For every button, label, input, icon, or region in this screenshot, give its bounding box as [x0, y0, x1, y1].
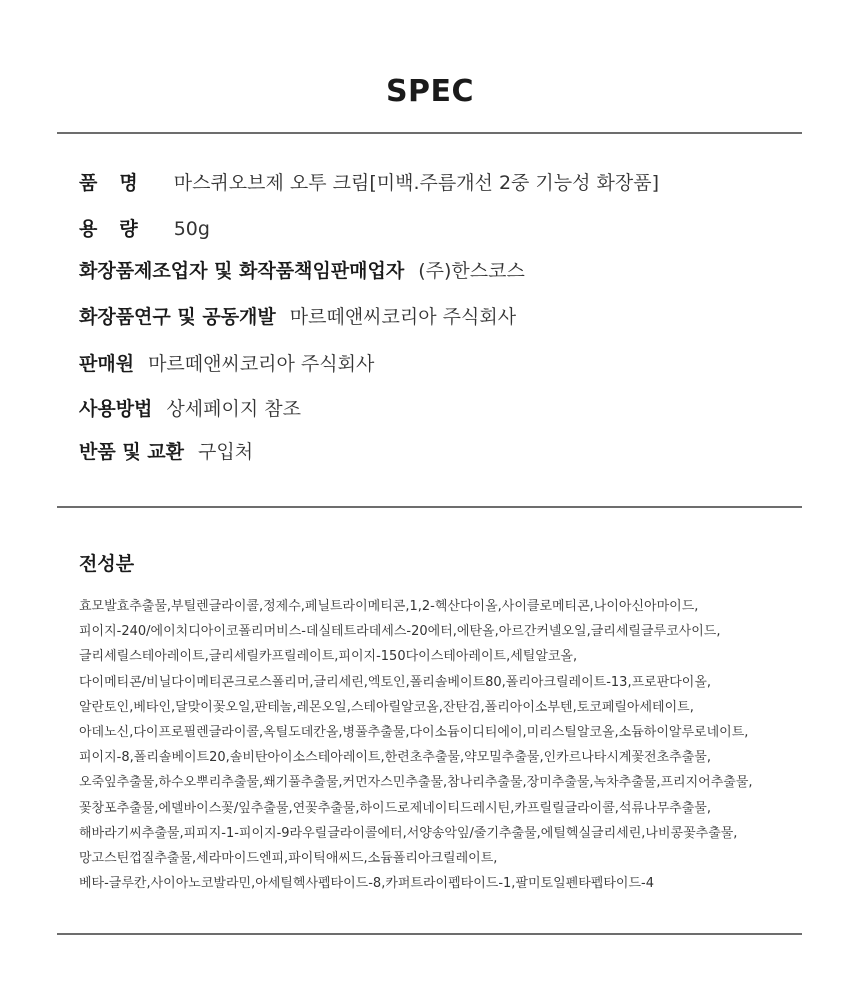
- spec-label-rnd: 화장품연구 및 공동개발: [79, 306, 276, 328]
- spec-row-rnd: [79, 302, 516, 329]
- ingredients-list: [79, 594, 799, 896]
- spec-row-manufacturer: [79, 256, 525, 283]
- middle-divider: [57, 506, 802, 508]
- spec-row-seller: [79, 349, 374, 376]
- ingredients-line: 꽃창포추출물,에델바이스꽃/잎추출물,연꽃추출물,하이드로제네이티드레시틴,카프릴릴글라이콜,석류나무추출물,: [79, 800, 711, 816]
- spec-label-returns: 반품 및 교환: [79, 441, 184, 463]
- ingredients-line: 아데노신,다이프로필렌글라이콜,옥틸도데칸올,병풀추출물,다이소듐이디티에이,미리스틸알코올,소듐하이알루로네이트,: [79, 724, 749, 740]
- ingredients-line: 알란토인,베타인,달맞이꽃오일,판테놀,레몬오일,스테아릴알코올,잔탄검,폴리아이소부텐,토코페릴아세테이트,: [79, 699, 694, 715]
- spec-value-volume: 50g: [173, 218, 210, 240]
- spec-value-rnd: 마르떼앤씨코리아 주식회사: [289, 306, 517, 328]
- ingredients-line: 글리세릴스테아레이트,글리세릴카프릴레이트,피이지-150다이스테아레이트,세틸알코올,: [79, 649, 578, 665]
- spec-row-usage: [79, 394, 301, 421]
- page-title: SPEC: [385, 74, 475, 109]
- ingredients-line: 해바라기씨추출물,피피지-1-피이지-9라우릴글라이콜에터,서양송악잎/줄기추출물,에틸헥실글리세린,나비콩꽃추출물,: [79, 825, 738, 841]
- spec-value-name: 마스퀴오브제 오투 크림[미백.주름개선 2중 기능성 화장품]: [173, 172, 660, 194]
- bottom-divider: [57, 933, 802, 935]
- ingredients-line: 망고스틴껍질추출물,세라마이드엔피,파이틱애씨드,소듐폴리아크릴레이트,: [79, 850, 498, 866]
- ingredients-line: 효모발효추출물,부틸렌글라이콜,정제수,페닐트라이메티콘,1,2-헥산다이올,사이클로메티콘,나이아신아마이드,: [79, 599, 699, 614]
- ingredients-line: 다이메티콘/비닐다이메티콘크로스폴리머,글리세린,엑토인,폴리솔베이트80,폴리아크릴레이트-13,프로판다이올,: [79, 674, 712, 690]
- spec-value-usage: 상세페이지 참조: [166, 398, 301, 420]
- spec-label-name: 품명: [79, 172, 160, 194]
- ingredients-line: 베타-글루칸,사이아노코발라민,아세틸헥사펩타이드-8,카퍼트라이펩타이드-1,팔미토일펜타펩타이드-4: [79, 876, 654, 892]
- ingredients-heading: 전성분: [79, 553, 135, 575]
- spec-value-seller: 마르떼앤씨코리아 주식회사: [148, 353, 375, 375]
- ingredients-line: 피이지-240/에이치디아이코폴리머비스-데실테트라데세스-20에터,에탄올,아르간커넬오일,글리세릴글루코사이드,: [79, 624, 721, 640]
- spec-label-usage: 사용방법: [79, 398, 153, 420]
- ingredients-line: 오죽잎추출물,하수오뿌리추출물,쐐기풀추출물,커먼자스민추출물,참나리추출물,장미추출물,녹차추출물,프리지어추출물,: [79, 775, 753, 791]
- ingredients-line: 피이지-8,폴리솔베이트20,솔비탄아이소스테아레이트,한련초추출물,약모밀추출물,인카르나타시계꽃전초추출물,: [79, 750, 711, 766]
- spec-row-returns: [79, 437, 253, 464]
- spec-row-name: [79, 168, 659, 195]
- spec-row-volume: [79, 214, 210, 241]
- spec-label-volume: 용량: [79, 218, 160, 240]
- spec-value-manufacturer: (주)한스코스: [418, 260, 525, 282]
- spec-value-returns: 구입처: [198, 441, 254, 463]
- top-divider: [57, 132, 802, 134]
- spec-label-seller: 판매원: [79, 353, 135, 375]
- spec-label-manufacturer: 화장품제조업자 및 화작품책임판매업자: [79, 260, 405, 282]
